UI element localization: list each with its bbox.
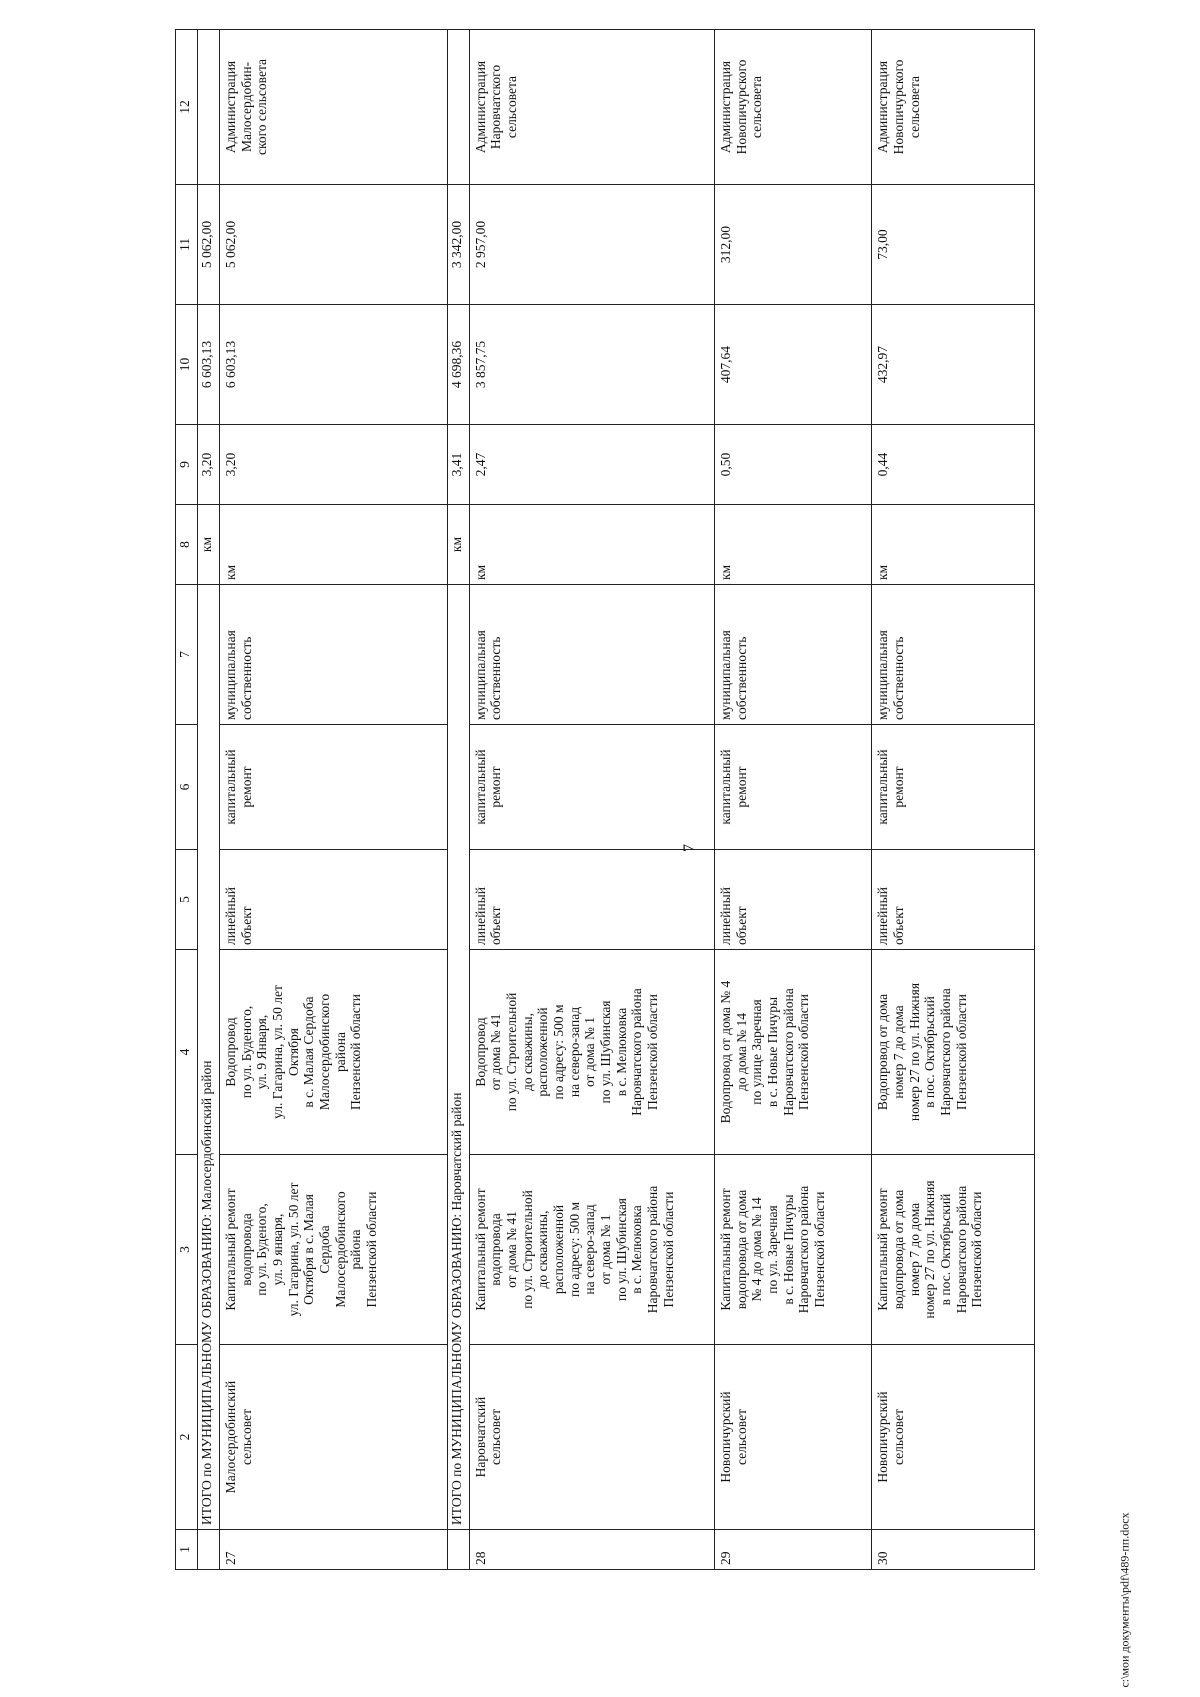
row-number: 30	[872, 1530, 1035, 1570]
customer: Администрация Малосердобин- ского сельсовета	[220, 30, 448, 185]
unit: км	[469, 505, 714, 585]
work-type: капитальный ремонт	[220, 725, 448, 850]
column-number: 7	[176, 585, 198, 725]
unit: км	[715, 505, 872, 585]
cost-budget: 312,00	[715, 185, 872, 305]
customer: Администрация Новопичурского сельсовета	[715, 30, 872, 185]
total-budget: 5 062,00	[198, 185, 220, 305]
customer: Администрация Наровчатского сельсовета	[469, 30, 714, 185]
page-number: 7	[681, 844, 698, 852]
cost-budget: 5 062,00	[220, 185, 448, 305]
row-number: 27	[220, 1530, 448, 1570]
cost-budget: 2 957,00	[469, 185, 714, 305]
column-number-row	[176, 30, 198, 1570]
object-type: линейный объект	[220, 850, 448, 950]
table-row	[220, 30, 448, 1570]
column-number: 11	[176, 185, 198, 305]
object-name: Водопровод от дома номер 7 до дома номер 27 по ул. Нижняя в пос. Октябрьский Наровчатского района Пензенской области	[872, 950, 1035, 1155]
column-number: 10	[176, 305, 198, 425]
column-number: 1	[176, 1530, 198, 1570]
unit: км	[220, 505, 448, 585]
cost-total: 6 603,13	[220, 305, 448, 425]
total-length: 3,20	[198, 425, 220, 505]
row-number: 29	[715, 1530, 872, 1570]
municipality-total-row	[198, 30, 220, 1570]
column-number: 12	[176, 30, 198, 185]
total-blank	[447, 30, 469, 185]
column-number: 3	[176, 1155, 198, 1345]
object-name: Водопровод от дома № 4 до дома № 14 по улице Заречная в с. Новые Пичуры Наровчатского района Пензенской области	[715, 950, 872, 1155]
total-cost: 6 603,13	[198, 305, 220, 425]
ownership: муниципальная собственность	[872, 585, 1035, 725]
column-number: 8	[176, 505, 198, 585]
total-blank	[447, 1530, 469, 1570]
ownership: муниципальная собственность	[220, 585, 448, 725]
ownership: муниципальная собственность	[469, 585, 714, 725]
table-row	[872, 30, 1035, 1570]
length: 2,47	[469, 425, 714, 505]
work-type: капитальный ремонт	[715, 725, 872, 850]
total-length: 3,41	[447, 425, 469, 505]
table-row	[715, 30, 872, 1570]
total-label: ИТОГО по МУНИЦИПАЛЬНОМУ ОБРАЗОВАНИЮ: Малосердобинский район	[198, 585, 220, 1530]
object-name: Водопровод по ул. Буденого, ул. 9 Января, ул. Гагарина, ул. 50 лет Октября в с. Малая Сердоба Малосердобинского района Пензенской области	[220, 950, 448, 1155]
total-unit: км	[198, 505, 220, 585]
length: 0,44	[872, 425, 1035, 505]
municipality-total-row	[447, 30, 469, 1570]
total-unit: км	[447, 505, 469, 585]
column-number: 6	[176, 725, 198, 850]
cost-total: 407,64	[715, 305, 872, 425]
ownership: муниципальная собственность	[715, 585, 872, 725]
column-number: 5	[176, 850, 198, 950]
object-name: Водопровод от дома № 41 по ул. Строительной до скважины, расположенной по адресу: 500 м на северо-запад от дома № 1 по ул. Шубинская в с. Мелюковка Наровчатского района Пензенской области	[469, 950, 714, 1155]
customer: Администрация Новопичурского сельсовета	[872, 30, 1035, 185]
settlement-name: Новопичурский сельсовет	[715, 1345, 872, 1530]
work-name: Капитальный ремонт водопровода от дома номер 7 до дома номер 27 по ул. Нижняя в пос. Октябрьский Наровчатского района Пензенской области	[872, 1155, 1035, 1345]
total-cost: 4 698,36	[447, 305, 469, 425]
cost-total: 432,97	[872, 305, 1035, 425]
total-blank	[198, 1530, 220, 1570]
footer-file-path: c:\мои документы\pdf\489-пп.docx	[1117, 1512, 1132, 1688]
cost-budget: 73,00	[872, 185, 1035, 305]
length: 3,20	[220, 425, 448, 505]
column-number: 4	[176, 950, 198, 1155]
rotated-table-wrapper	[175, 30, 1035, 1570]
settlement-name: Новопичурский сельсовет	[872, 1345, 1035, 1530]
work-type: капитальный ремонт	[469, 725, 714, 850]
capital-repair-table	[175, 29, 1035, 1570]
column-number: 2	[176, 1345, 198, 1530]
unit: км	[872, 505, 1035, 585]
total-label: ИТОГО по МУНИЦИПАЛЬНОМУ ОБРАЗОВАНИЮ: Наровчатский район	[447, 585, 469, 1530]
settlement-name: Наровчатский сельсовет	[469, 1345, 714, 1530]
total-blank	[198, 30, 220, 185]
settlement-name: Малосердобинский сельсовет	[220, 1345, 448, 1530]
object-type: линейный объект	[469, 850, 714, 950]
row-number: 28	[469, 1530, 714, 1570]
column-number: 9	[176, 425, 198, 505]
object-type: линейный объект	[715, 850, 872, 950]
work-name: Капитальный ремонт водопровода по ул. Буденого, ул. 9 января, ул. Гагарина, ул. 50 лет Октября в с. Малая Сердоба Малосердобинского района Пензенской области	[220, 1155, 448, 1345]
work-type: капитальный ремонт	[872, 725, 1035, 850]
cost-total: 3 857,75	[469, 305, 714, 425]
work-name: Капитальный ремонт водопровода от дома № 4 до дома № 14 по ул. Заречная в с. Новые Пичуры Наровчатского района Пензенской области	[715, 1155, 872, 1345]
length: 0,50	[715, 425, 872, 505]
total-budget: 3 342,00	[447, 185, 469, 305]
work-name: Капитальный ремонт водопровода от дома № 41 по ул. Строительной до скважины, расположенной по адресу: 500 м на северо-запад от дома № 1 по ул. Шубинская в с. Мелюковка Наровчатского района Пензенской области	[469, 1155, 714, 1345]
object-type: линейный объект	[872, 850, 1035, 950]
table-row	[469, 30, 714, 1570]
